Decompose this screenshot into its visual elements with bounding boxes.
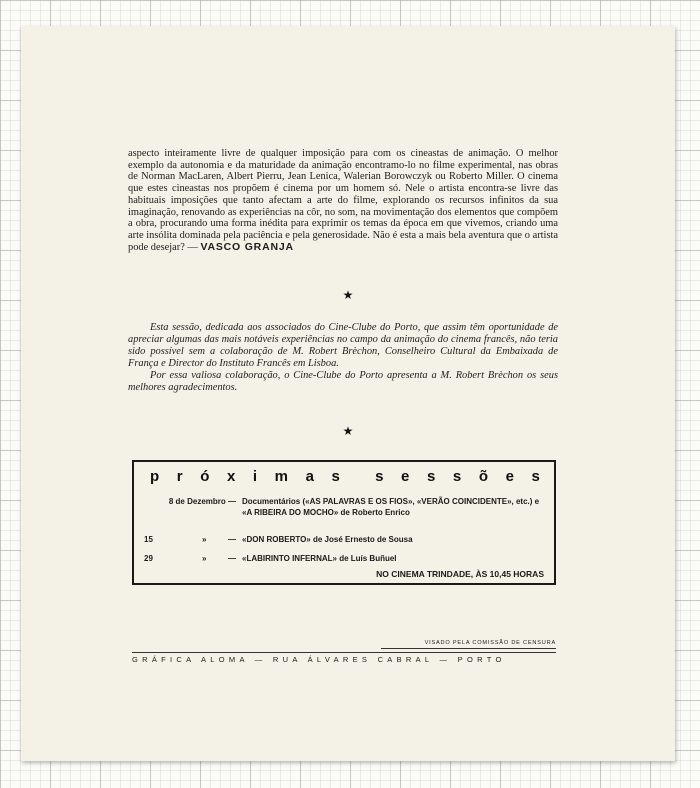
star-divider-1: ★ <box>342 288 354 302</box>
session-description: «LABIRINTO INFERNAL» de Luís Buñuel <box>242 554 397 563</box>
document-page <box>21 26 675 761</box>
session-description: «DON ROBERTO» de José Ernesto de Sousa <box>242 535 413 544</box>
session-date: 15 » — <box>144 535 236 544</box>
ditto-mark: » <box>202 554 207 563</box>
title-letter: s <box>531 468 540 485</box>
upcoming-sessions-box <box>132 460 556 585</box>
title-letter: e <box>401 468 410 485</box>
sessions-title <box>150 468 540 485</box>
note-paragraph-2: Por essa valiosa colaboração, o Cine-Clube do Porto apresenta a M. Robert Brèchon os seus melhores agradecimentos. <box>128 369 558 393</box>
title-letter: i <box>252 468 258 485</box>
title-letter: s <box>426 468 436 485</box>
title-letter: x <box>226 468 236 485</box>
title-letter: s <box>452 468 462 485</box>
session-description: Documentários («AS PALAVRAS E OS FIOS», «VERÃO COINCIDENTE», etc.) e «A RIBEIRA DO MOCHO» de Roberto Enrico <box>242 497 540 517</box>
article-author: VASCO GRANJA <box>200 240 294 253</box>
star-divider-2: ★ <box>342 424 354 438</box>
title-letter: p <box>150 468 160 485</box>
censor-divider <box>381 648 556 649</box>
title-letter: s <box>331 468 340 485</box>
title-letter: õ <box>478 468 488 485</box>
title-letter: r <box>176 468 183 485</box>
title-letter: s <box>375 468 384 485</box>
ditto-mark: » <box>202 535 207 544</box>
printer-divider <box>132 652 556 653</box>
printer-imprint: GRÁFICA ALOMA — RUA ÁLVARES CABRAL — PORTO <box>132 655 506 664</box>
title-letter: a <box>305 468 314 485</box>
article-body: aspecto inteiramente livre de qualquer imposição para com os cineastas de animação. O melhor exemplo da autonomia e da maturidade da animação encontramo-lo no filme experimental, nas obras de Norman MacLaren, Albert Pierru, Jean Lenica, Walerian Borowczyk ou Roberto Miller. O cinema que estes cineastas nos propõem é cinema por um homem só. Nele o artista encontra-se livre das habituais imposições que tanto afectam a arte do filme, explorando os recursos infinitos da sua imaginação, renovando as experiências na côr, no som, na movimentação dos elementos que compõem a obra, procurando uma forma inédita para exprimir os temas da época em que vivemos, criando uma arte insólita dominada pela paciência e pela generosidade. Não é esta a mais bela aventura que o artista pode desejar? — <box>128 148 558 253</box>
session-date: 8 de Dezembro — <box>168 497 236 506</box>
session-venue: NO CINEMA TRINDADE, ÀS 10,45 HORAS <box>376 569 544 579</box>
title-letter: m <box>274 468 289 485</box>
acknowledgement-note <box>128 322 558 393</box>
title-letter: ó <box>200 468 210 485</box>
note-paragraph-1: Esta sessão, dedicada aos associados do Cine-Clube do Porto, que assim têm oportunidade de apreciar algumas das mais notáveis experiências no campo da animação do cinema francês, não teria sido possível sem a colaboração de M. Robert Brèchon, Conselheiro Cultural da Embaixada de França e Director do Instituto Francês em Lisboa. <box>128 322 558 369</box>
title-letter: e <box>505 468 514 485</box>
article-text <box>128 148 558 253</box>
session-date: 29 » — <box>144 554 236 563</box>
censorship-notice: VISADO PELA COMISSÃO DE CENSURA <box>424 640 556 646</box>
